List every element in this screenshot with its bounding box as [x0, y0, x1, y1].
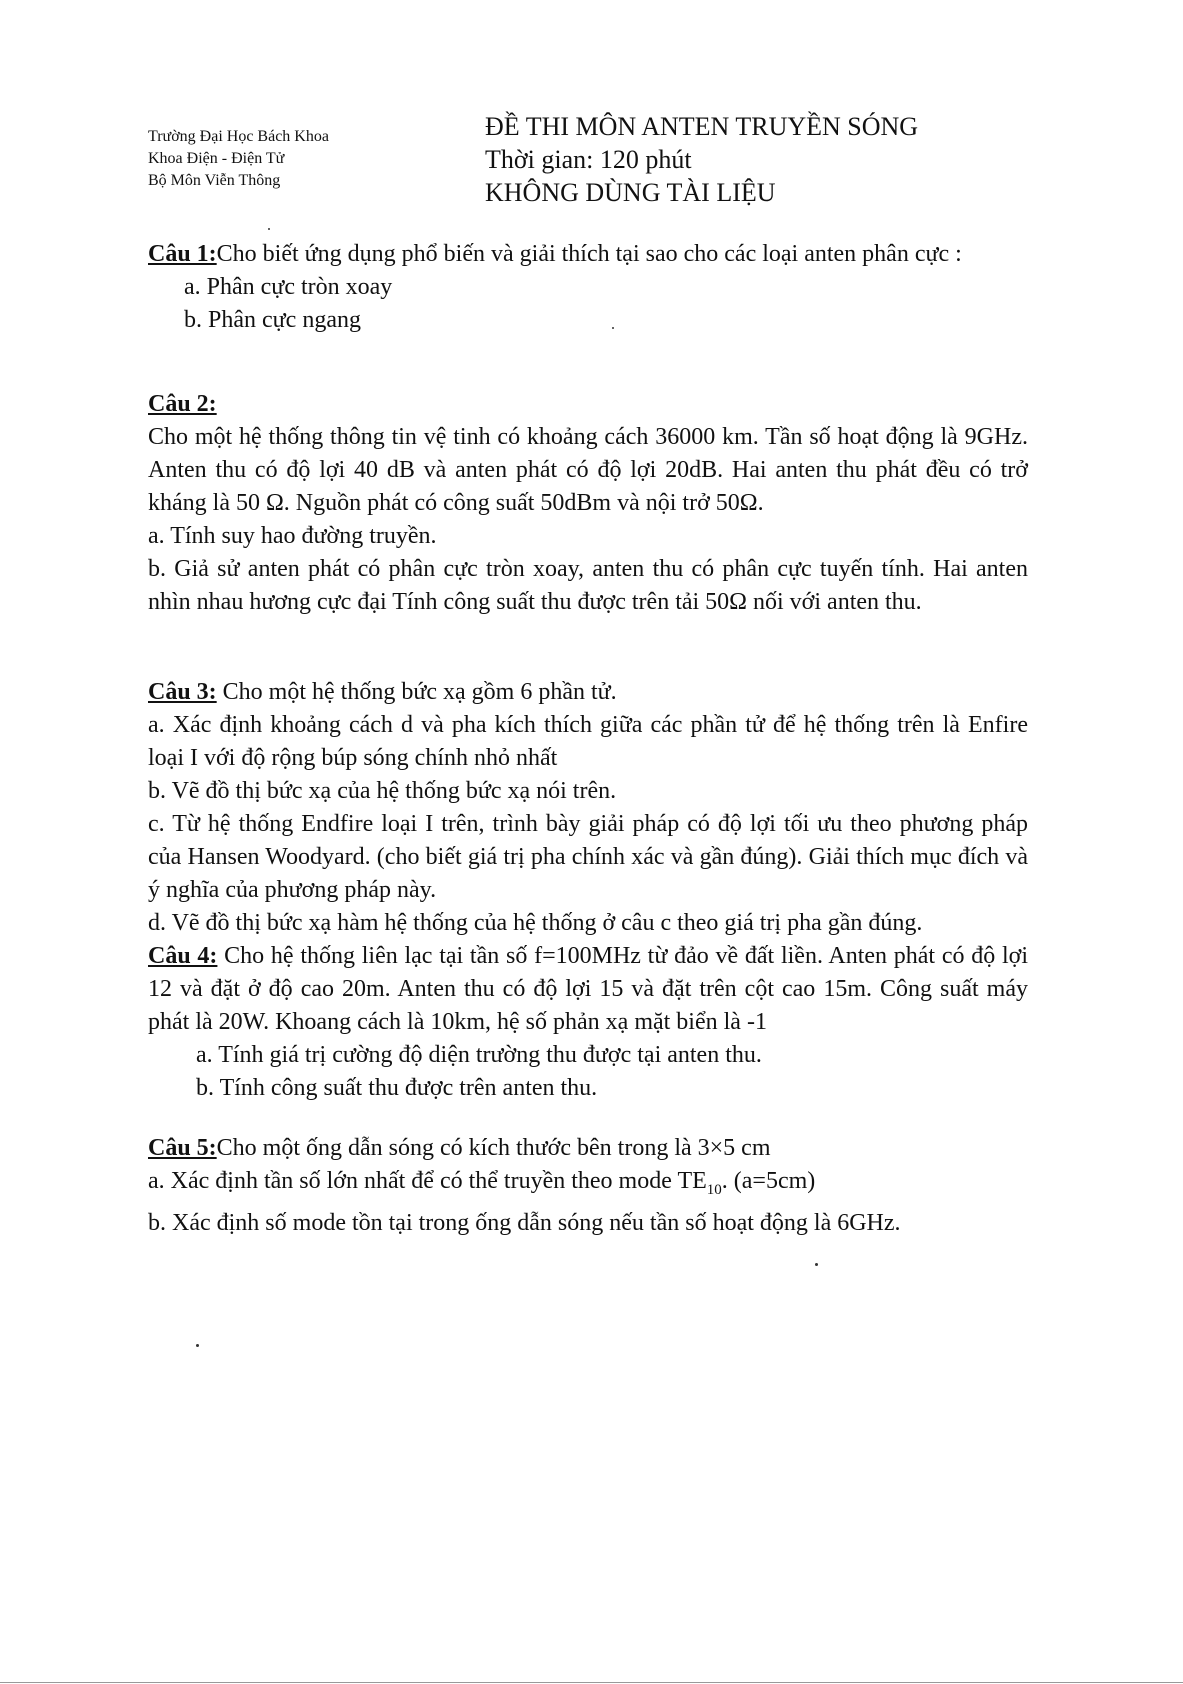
department-name: Bộ Môn Viễn Thông	[148, 172, 281, 189]
option-a: a. Tính giá trị cường độ diện trường thu được tại anten thu.	[196, 1042, 762, 1068]
scan-speck	[268, 228, 270, 230]
option-b: b. Xác định số mode tồn tại trong ống dẫn sóng nếu tần số hoạt động là 6GHz.	[148, 1209, 901, 1236]
scan-speck	[612, 327, 614, 329]
question-text: Cho biết ứng dụng phổ biến và giải thích tại sao cho các loại anten phân cực :	[216, 241, 962, 267]
option-b: b. Giả sử anten phát có phân cực tròn xoay, anten thu có phân cực tuyến tính. Hai anten nhìn nhau hương cực đại Tính công suất thu được trên tải 50Ω nối với anten thu.	[148, 556, 1028, 615]
option-b: b. Vẽ đồ thị bức xạ của hệ thống bức xạ nói trên.	[148, 778, 617, 804]
question-label: Câu 2:	[148, 391, 217, 417]
scan-speck	[196, 1344, 199, 1347]
question-5	[148, 1132, 1028, 1240]
exam-duration: Thời gian: 120 phút	[485, 145, 692, 174]
question-label: Câu 3:	[148, 679, 217, 705]
exam-info-block	[485, 110, 918, 209]
question-text: Cho một hệ thống bức xạ gồm 6 phần tử.	[216, 679, 617, 705]
option-a	[148, 1165, 1028, 1207]
question-text: Cho một hệ thống thông tin vệ tinh có khoảng cách 36000 km. Tần số hoạt động là 9GHz. Anten thu có độ lợi 40 dB và anten phát có độ lợi 20dB. Hai anten thu phát đều có trở kháng là 50 Ω. Nguồn phát có công suất 50dBm và nội trở 50Ω.	[148, 424, 1028, 516]
option-c: c. Từ hệ thống Endfire loại I trên, trình bày giải pháp có độ lợi tối ưu theo phương pháp của Hansen Woodyard. (cho biết giá trị pha chính xác và gần đúng). Giải thích mục đích và ý nghĩa của phương pháp này.	[148, 811, 1028, 903]
question-label: Câu 4:	[148, 943, 218, 969]
question-text: Cho một ống dẫn sóng có kích thước bên trong là 3×5 cm	[216, 1135, 771, 1161]
option-b: b. Tính công suất thu được trên anten thu.	[196, 1075, 598, 1101]
option-b: b. Phân cực ngang	[184, 307, 361, 333]
school-name: Trường Đại Học Bách Khoa	[148, 128, 329, 145]
question-2	[148, 388, 1028, 619]
option-a: a. Xác định khoảng cách d và pha kích thích giữa các phần tử để hệ thống trên là Enfire loại I với độ rộng búp sóng chính nhỏ nhất	[148, 712, 1028, 771]
question-4	[148, 940, 1028, 1105]
question-3	[148, 676, 1028, 940]
faculty-name: Khoa Điện - Điện Tử	[148, 150, 285, 167]
exam-note: KHÔNG DÙNG TÀI LIỆU	[485, 178, 776, 207]
option-d: d. Vẽ đồ thị bức xạ hàm hệ thống của hệ thống ở câu c theo giá trị pha gần đúng.	[148, 910, 923, 936]
question-label: Câu 5:	[148, 1135, 217, 1161]
institution-block	[148, 126, 329, 192]
question-1	[148, 238, 1028, 337]
question-text: Cho hệ thống liên lạc tại tần số f=100MHz từ đảo về đất liền. Anten phát có độ lợi 12 và đặt ở độ cao 20m. Anten thu có độ lợi 15 và đặt trên cột cao 15m. Công suất máy phát là 20W. Khoang cách là 10km, hệ số phản xạ mặt biển là -1	[148, 943, 1029, 1035]
option-a-suffix: . (a=5cm)	[721, 1168, 816, 1194]
option-a: a. Tính suy hao đường truyền.	[148, 523, 437, 549]
exam-title: ĐỀ THI MÔN ANTEN TRUYỀN SÓNG	[485, 112, 919, 141]
scan-speck	[815, 1263, 818, 1266]
mode-subscript: 10	[706, 1181, 722, 1198]
option-a-text: a. Xác định tần số lớn nhất để có thể truyền theo mode TE	[148, 1168, 707, 1194]
option-a: a. Phân cực tròn xoay	[184, 274, 393, 300]
page-edge	[0, 1682, 1183, 1683]
question-label: Câu 1:	[148, 241, 217, 267]
